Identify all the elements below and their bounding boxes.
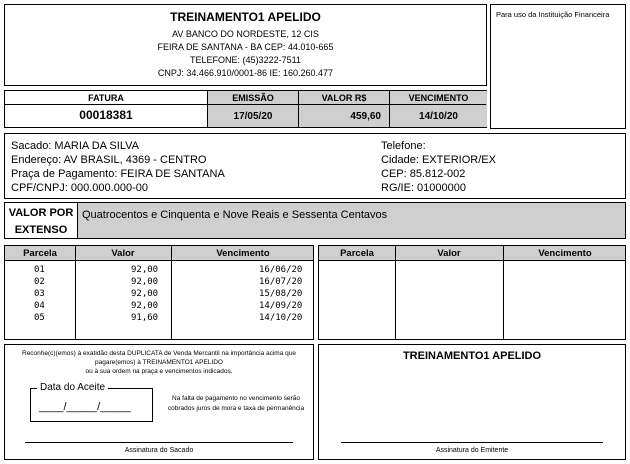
date-accept-box (30, 382, 153, 422)
extenso-label-2: EXTENSO (14, 224, 68, 236)
row-parcela: 05 (34, 313, 45, 323)
installments-right (318, 245, 626, 340)
extenso-label-1: VALOR POR (8, 207, 74, 219)
customer-info (4, 133, 626, 199)
company-name: TREINAMENTO1 APELIDO (170, 10, 321, 24)
extenso-value: Quatrocentos e Cinquenta e Nove Reais e Sessenta Centavos (82, 209, 388, 221)
emitter-box (318, 344, 626, 460)
col-vencimento-left: Vencimento (216, 248, 270, 259)
sig-sacado: Assinatura do Sacado (124, 447, 194, 454)
company-city: FEIRA DE SANTANA - BA CEP: 44.010-665 (157, 42, 334, 52)
fatura-label: FATURA (88, 93, 124, 103)
cpf-line: CPF/CNPJ: 000.000.000-00 (11, 182, 148, 194)
row-vencimento: 15/08/20 (259, 289, 303, 299)
company-ids: CNPJ: 34.466.910/0001-86 IE: 160.260.477 (157, 68, 334, 78)
institution-box (490, 4, 626, 129)
emitter-name: TREINAMENTO1 APELIDO (402, 350, 542, 362)
late-fee-1: Na falta de pagamento no vencimento serão (172, 395, 300, 402)
valor-label: VALOR R$ (321, 93, 367, 103)
rg-line: RG/IE: 01000000 (381, 182, 467, 194)
row-parcela: 04 (34, 301, 45, 311)
acceptance-text-2: pagare(emos) à TREINAMENTO1 APELIDO (94, 359, 223, 366)
acceptance-text-1: Reconhe(c)(emos) à exatidão desta DUPLICATA de Venda Mercantil na importância acima que (22, 350, 296, 357)
row-parcela: 01 (34, 265, 45, 275)
col-parcela-left: Parcela (23, 248, 57, 259)
row-valor: 92,00 (131, 277, 159, 287)
col-valor-left: Valor (111, 248, 135, 259)
row-valor: 92,00 (131, 301, 159, 311)
col-parcela-right: Parcela (340, 248, 374, 259)
institution-note: Para uso da Instituição Financeira (496, 10, 610, 19)
installments-left (4, 245, 314, 340)
date-accept-blank[interactable]: ____/_____/_____ (39, 401, 131, 413)
company-address: AV BANCO DO NORDESTE, 12 CIS (172, 29, 319, 39)
extenso-box (4, 202, 626, 239)
telefone-line: Telefone: (381, 140, 426, 152)
cidade-line: Cidade: EXTERIOR/EX (381, 154, 496, 166)
col-valor-right: Valor (437, 248, 461, 259)
row-valor: 92,00 (131, 289, 159, 299)
row-parcela: 02 (34, 277, 45, 287)
endereco-line: Endereço: AV BRASIL, 4369 - CENTRO (11, 154, 207, 166)
company-phone: TELEFONE: (45)3222-7511 (190, 55, 301, 65)
row-vencimento: 14/10/20 (259, 313, 303, 323)
vencimento-value: 14/10/20 (419, 111, 458, 122)
row-parcela: 03 (34, 289, 45, 299)
sig-emitente: Assinatura do Emitente (435, 447, 509, 454)
praca-line: Praça de Pagamento: FEIRA DE SANTANA (11, 168, 225, 180)
valor-value: 459,60 (350, 111, 381, 122)
row-valor: 91,60 (131, 313, 159, 323)
date-accept-title: Data do Aceite (37, 382, 108, 393)
emissao-value: 17/05/20 (233, 111, 273, 122)
emissao-label: EMISSÃO (232, 93, 274, 103)
row-vencimento: 16/06/20 (259, 265, 303, 275)
invoice-summary (4, 90, 487, 128)
fatura-value: 00018381 (79, 108, 133, 122)
cep-line: CEP: 85.812-002 (381, 168, 466, 180)
row-vencimento: 16/07/20 (259, 277, 303, 287)
extenso-value-cell (78, 203, 625, 238)
acceptance-box (4, 344, 314, 460)
vencimento-label: VENCIMENTO (408, 93, 469, 103)
sacado-line: Sacado: MARIA DA SILVA (11, 140, 139, 152)
col-vencimento-right: Vencimento (538, 248, 592, 259)
late-fee-2: cobrados juros de mora e taxa de permanência (167, 405, 305, 412)
row-vencimento: 14/09/20 (259, 301, 303, 311)
row-valor: 92,00 (131, 265, 159, 275)
company-header (4, 4, 487, 86)
acceptance-text-3: ou à sua ordem na praça e vencimentos indicados. (85, 368, 233, 375)
